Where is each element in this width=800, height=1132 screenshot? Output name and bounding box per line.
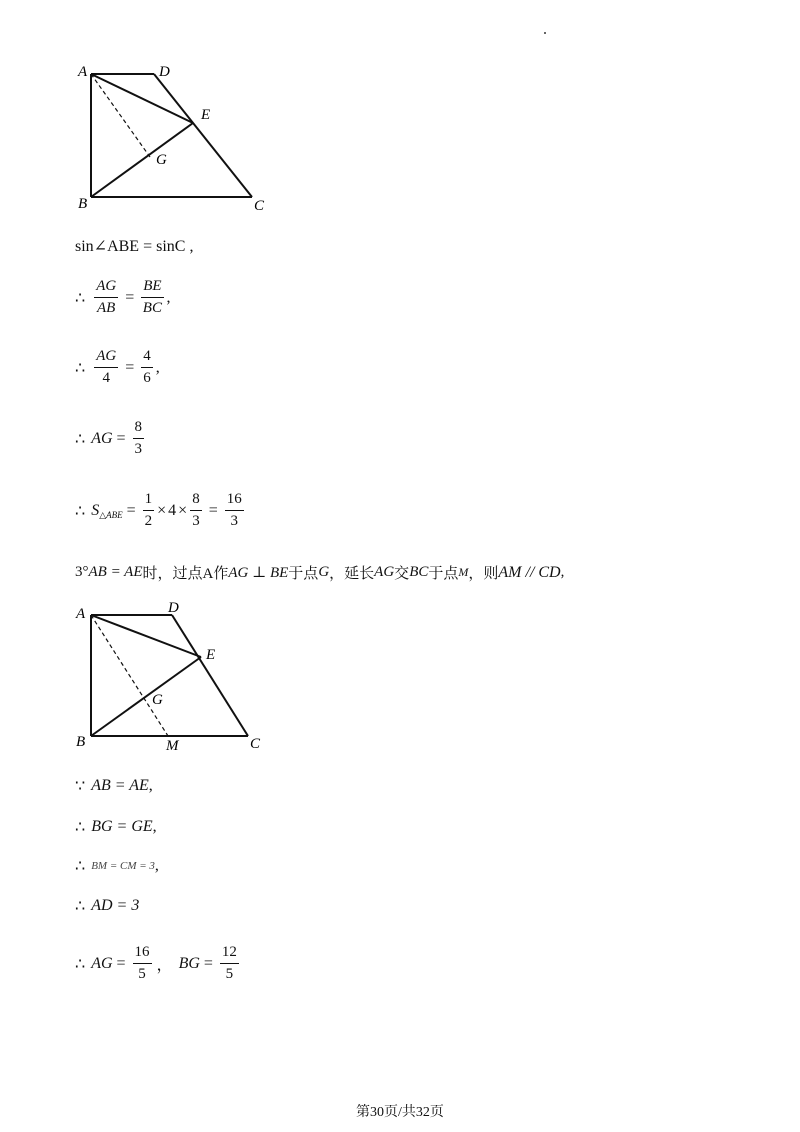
line-area: ∴ S △ABE = $\frac{1}{2}$ × 4 × $\frac{8}{3}$ = $\frac{16}{3}$ [75, 491, 242, 529]
label-C: C [254, 198, 265, 214]
label-D: D [159, 64, 170, 80]
label2-G: G [152, 692, 163, 708]
line-ad: ∴ AD = 3 [75, 897, 140, 915]
line-ratio-numeric: ∴ $\frac{AG}{4}$ = $\frac{4}{6}$ , [75, 348, 160, 386]
page-footer: 第30页/共32页 [356, 1105, 444, 1120]
label2-M: M [166, 738, 179, 754]
scan-dot [544, 32, 546, 34]
line-bm-cm: ∴ BM = CM = 3 , [75, 857, 159, 875]
label2-C: C [250, 736, 261, 752]
line-ratio: ∴ $\frac{AG}{AB}$ = $\frac{BE}{BC}$ , [75, 278, 171, 316]
label2-B: B [76, 734, 86, 750]
line-sin [75, 236, 193, 256]
figure-1-trapezoid [70, 60, 280, 220]
label-G: G [156, 152, 167, 168]
line-ag-value: ∴ AG = $\frac{8}{3}$ [75, 419, 143, 457]
label-E: E [201, 107, 211, 123]
label-B: B [78, 196, 88, 212]
line-because-ab-ae: ∵ AB = AE , [75, 777, 153, 795]
line-case-3: 3° AB = AE 时，过点A作 AG ⊥ BE 于点 G ，延长 AG 交 BC 于点 M ，则 AM // CD , [75, 563, 565, 582]
label2-E: E [206, 647, 216, 663]
line-ag-bg-values: ∴ AG = $\frac{16}{5}$ ， BG = $\frac{12}{5}$ [75, 944, 237, 982]
line-bg-ge: ∴ BG = GE , [75, 818, 157, 836]
figure-2-trapezoid [70, 598, 280, 758]
label2-D: D [168, 600, 179, 616]
sin-equation: sin∠ABE = sinC , [75, 238, 194, 255]
label-A: A [78, 64, 88, 80]
label2-A: A [76, 606, 86, 622]
